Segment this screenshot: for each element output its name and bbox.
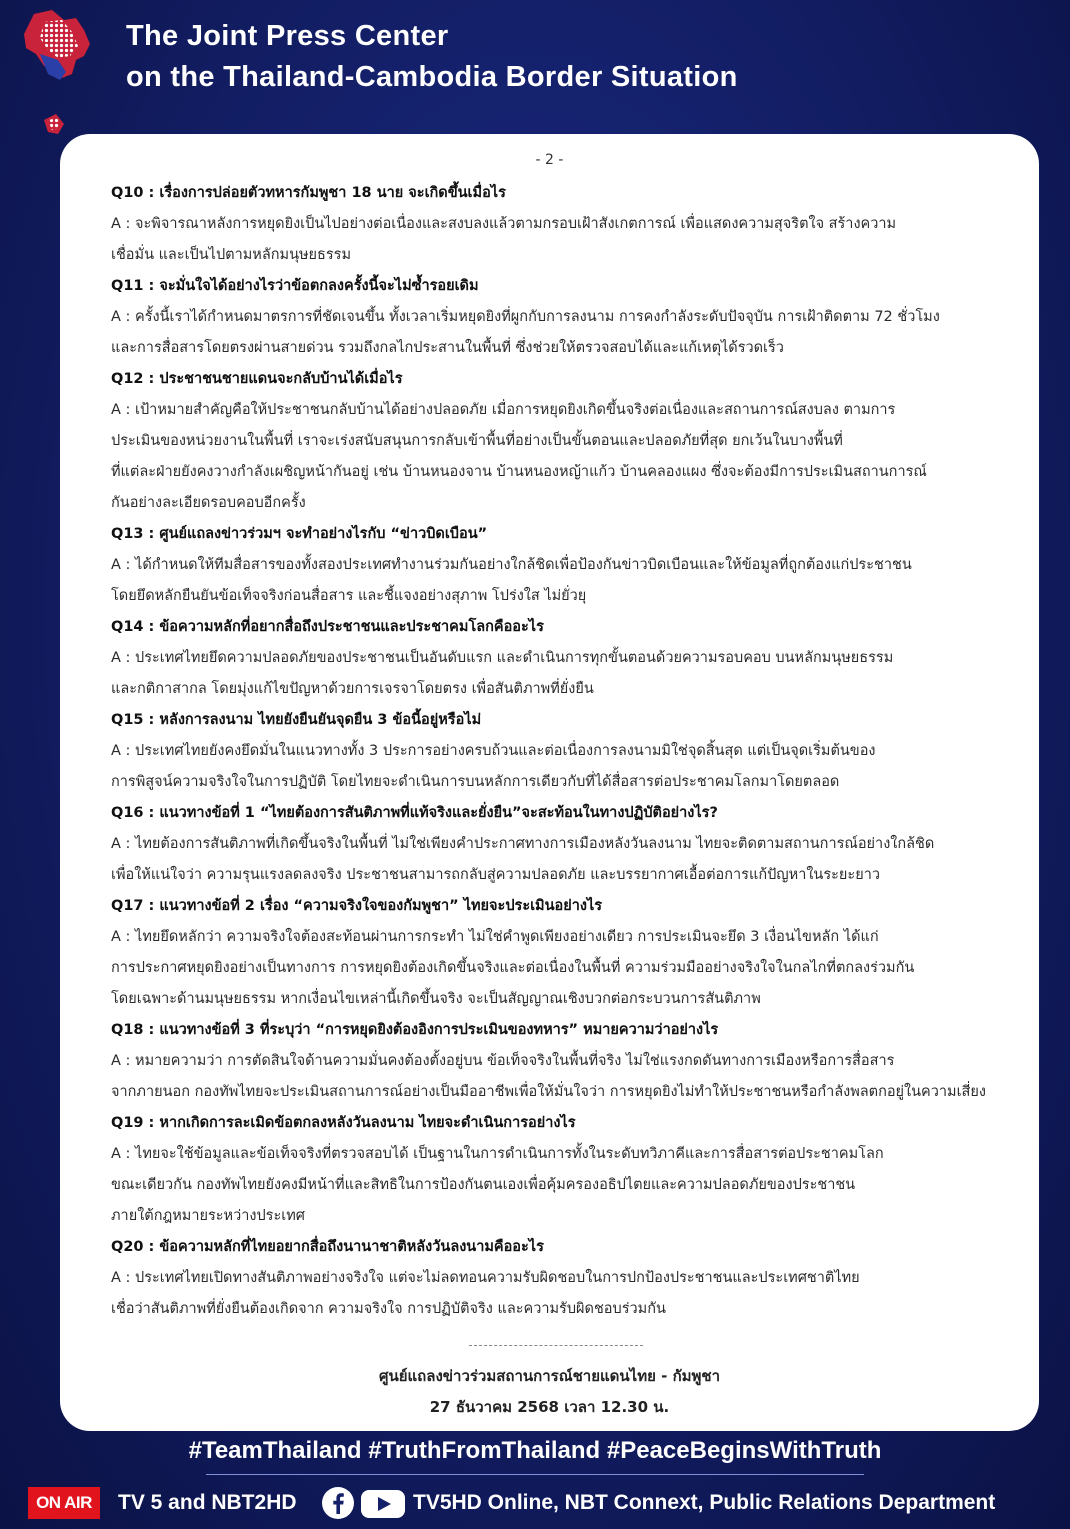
qa-item <box>111 1108 1006 1232</box>
answer <box>111 395 1006 519</box>
answer <box>111 922 1006 1015</box>
on-air-badge: ON AIR <box>28 1487 100 1519</box>
qa-item <box>111 705 1006 798</box>
question: Q20 : ข้อความหลักที่ไทยอยากสื่อถึงนานาชาติหลังวันลงนามคืออะไร <box>111 1239 544 1255</box>
page-number: - 2 - <box>535 152 564 168</box>
youtube-icon <box>361 1490 405 1518</box>
qa-item <box>111 1015 1006 1108</box>
answer <box>111 736 1006 798</box>
answer-line: ขณะเดียวกัน กองทัพไทยยังคงมีหน้าที่และสิทธิในการป้องกันตนเองเพื่อคุ้มครองอธิปไตยและความปลอดภัยของประชาชน <box>111 1177 856 1193</box>
question: Q12 : ประชาชนชายแดนจะกลับบ้านได้เมื่อไร <box>111 371 403 387</box>
qa-item <box>111 1232 1006 1325</box>
facebook-icon <box>321 1486 355 1520</box>
answer <box>111 829 1006 891</box>
answer-line: A : ไทยต้องการสันติภาพที่เกิดขึ้นจริงในพื้นที่ ไม่ใช่เพียงคำประกาศทางการเมืองหลังวันลงนาม ไทยจะติดตามสถานการณ์อย่างใกล้ชิด <box>111 836 935 852</box>
question: Q15 : หลังการลงนาม ไทยยังยืนยันจุดยืน 3 ข้อนี้อยู่หรือไม่ <box>111 712 482 728</box>
signature-divider <box>469 1345 643 1346</box>
answer-line: A : ครั้งนี้เราได้กำหนดมาตรการที่ชัดเจนขึ้น ทั้งเวลาเริ่มหยุดยิงที่ผูกกับการลงนาม การคงกำลังระดับปัจจุบัน การเฝ้าติดตาม 72 ชั่วโมง <box>111 309 940 325</box>
answer <box>111 550 1006 612</box>
answer-line: การประกาศหยุดยิงอย่างเป็นทางการ การหยุดยิงต้องเกิดขึ้นจริงและต่อเนื่องในพื้นที่ ความร่วมมืออย่างจริงใจในกลไกที่ตกลงร่วมกัน <box>111 960 915 976</box>
tv-channels: TV 5 and NBT2HD <box>118 1491 297 1514</box>
question: Q10 : เรื่องการปล่อยตัวทหารกัมพูชา 18 นาย จะเกิดขึ้นเมื่อไร <box>111 185 506 201</box>
answer-line: A : ไทยยึดหลักว่า ความจริงใจต้องสะท้อนผ่านการกระทำ ไม่ใช่คำพูดเพียงอย่างเดียว การประเมินจะยึด 3 เงื่อนไขหลัก ได้แก่ <box>111 929 879 945</box>
answer-line: A : ประเทศไทยยึดความปลอดภัยของประชาชนเป็นอันดับแรก และดำเนินการทุกขั้นตอนด้วยความรอบคอบ บนหลักมนุษยธรรม <box>111 650 894 666</box>
answer-line: จากภายนอก กองทัพไทยจะประเมินสถานการณ์อย่างเป็นมืออาชีพเพื่อให้มั่นใจว่า การหยุดยิงไม่ทำให้ประชาชนหรือกำลังพลตกอยู่ในความเสี่ยง <box>111 1084 986 1100</box>
qa-item <box>111 364 1006 519</box>
answer <box>111 1263 1006 1325</box>
qa-item <box>111 271 1006 364</box>
answer-line: A : จะพิจารณาหลังการหยุดยิงเป็นไปอย่างต่อเนื่องและสงบลงแล้วตามกรอบเฝ้าสังเกตการณ์ เพื่อแสดงความสุจริตใจ สร้างความ <box>111 216 897 232</box>
qa-item <box>111 891 1006 1015</box>
qa-item <box>111 612 1006 705</box>
answer-line: A : ได้กำหนดให้ทีมสื่อสารของทั้งสองประเทศทำงานร่วมกันอย่างใกล้ชิดเพื่อป้องกันข่าวบิดเบือนและให้ข้อมูลที่ถูกต้องแก่ประชาชน <box>111 557 912 573</box>
answer-line: การพิสูจน์ความจริงใจในการปฏิบัติ โดยไทยจะดำเนินการบนหลักการเดียวกับที่ได้สื่อสารต่อประชาคมโลกมาโดยตลอด <box>111 774 840 790</box>
answer-line: เพื่อให้แน่ใจว่า ความรุนแรงลดลงจริง ประชาชนสามารถกลับสู่ความปลอดภัย และบรรยากาศเอื้อต่อการแก้ปัญหาในระยะยาว <box>111 867 880 883</box>
signature-date: 27 ธันวาคม 2568 เวลา 12.30 น. <box>429 1398 670 1416</box>
answer-line: ที่แต่ละฝ่ายยังคงวางกำลังเผชิญหน้ากันอยู่ เช่น บ้านหนองจาน บ้านหนองหญ้าแก้ว บ้านคลองแผง ซึ่งจะต้องมีการประเมินสถานการณ์ <box>111 464 927 480</box>
answer <box>111 1046 1006 1108</box>
answer <box>111 302 1006 364</box>
question: Q19 : หากเกิดการละเมิดข้อตกลงหลังวันลงนาม ไทยจะดำเนินการอย่างไร <box>111 1115 576 1131</box>
question: Q16 : แนวทางข้อที่ 1 “ไทยต้องการสันติภาพที่แท้จริงและยั่งยืน”จะสะท้อนในทางปฏิบัติอย่างไร? <box>111 805 718 821</box>
answer <box>111 209 1006 271</box>
document-card <box>60 134 1039 1431</box>
answer-line: A : หมายความว่า การตัดสินใจด้านความมั่นคงต้องตั้งอยู่บน ข้อเท็จจริงในพื้นที่จริง ไม่ใช่แรงกดดันทางการเมืองหรือการสื่อสาร <box>111 1053 895 1069</box>
answer-line: ภายใต้กฎหมายระหว่างประเทศ <box>111 1208 305 1224</box>
question: Q14 : ข้อความหลักที่อยากสื่อถึงประชาชนและประชาคมโลกคืออะไร <box>111 619 544 635</box>
answer-line: และกติกาสากล โดยมุ่งแก้ไขปัญหาด้วยการเจรจาโดยตรง เพื่อสันติภาพที่ยั่งยืน <box>111 681 594 697</box>
answer <box>111 643 1006 705</box>
hashtags: #TeamThailand #TruthFromThailand #PeaceBeginsWithTruth <box>188 1437 882 1464</box>
answer-line: เชื่อมั่น และเป็นไปตามหลักมนุษยธรรม <box>111 247 352 263</box>
qa-item <box>111 519 1006 612</box>
online-platforms: TV5HD Online, NBT Connext, Public Relations Department <box>413 1491 996 1514</box>
answer <box>111 1139 1006 1232</box>
answer-line: A : ประเทศไทยเปิดทางสันติภาพอย่างจริงใจ แต่จะไม่ลดทอนความรับผิดชอบในการปกป้องประชาชนและประเทศชาติไทย <box>111 1270 860 1286</box>
header-title-line2: on the Thailand-Cambodia Border Situation <box>126 61 738 93</box>
signature-org: ศูนย์แถลงข่าวร่วมสถานการณ์ชายแดนไทย - กัมพูชา <box>378 1367 721 1385</box>
footer-divider <box>206 1474 864 1475</box>
header-title-line1: The Joint Press Center <box>126 20 449 52</box>
answer-line: A : ไทยจะใช้ข้อมูลและข้อเท็จจริงที่ตรวจสอบได้ เป็นฐานในการดำเนินการทั้งในระดับทวิภาคีและการสื่อสารต่อประชาคมโลก <box>111 1146 884 1162</box>
qa-item <box>111 178 1006 271</box>
answer-line: โดยยึดหลักยืนยันข้อเท็จจริงก่อนสื่อสาร และชี้แจงอย่างสุภาพ โปร่งใส ไม่ยั่วยุ <box>111 588 587 604</box>
answer-line: กันอย่างละเอียดรอบคอบอีกครั้ง <box>111 495 306 511</box>
answer-line: โดยเฉพาะด้านมนุษยธรรม หากเงื่อนไขเหล่านี้เกิดขึ้นจริง จะเป็นสัญญาณเชิงบวกต่อกระบวนการสันติภาพ <box>111 991 761 1007</box>
answer-line: ประเมินของหน่วยงานในพื้นที่ เราจะเร่งสนับสนุนการกลับเข้าพื้นที่อย่างเป็นขั้นตอนและปลอดภัยที่สุด ยกเว้นในบางพื้นที่ <box>111 433 843 449</box>
header-title <box>126 16 738 98</box>
qa-list <box>111 178 1006 1325</box>
question: Q11 : จะมั่นใจได้อย่างไรว่าข้อตกลงครั้งนี้จะไม่ซ้ำรอยเดิม <box>111 278 479 294</box>
answer-line: และการสื่อสารโดยตรงผ่านสายด่วน รวมถึงกลไกประสานในพื้นที่ ซึ่งช่วยให้ตรวจสอบได้และแก้เหตุได้รวดเร็ว <box>111 340 784 356</box>
thailand-map-logo <box>14 8 100 138</box>
answer-line: A : ประเทศไทยยังคงยึดมั่นในแนวทางทั้ง 3 ประการอย่างครบถ้วนและต่อเนื่องการลงนามมิใช่จุดสิ้นสุด แต่เป็นจุดเริ่มต้นของ <box>111 743 876 759</box>
question: Q17 : แนวทางข้อที่ 2 เรื่อง “ความจริงใจของกัมพูชา” ไทยจะประเมินอย่างไร <box>111 898 603 914</box>
qa-item <box>111 798 1006 891</box>
answer-line: A : เป้าหมายสำคัญคือให้ประชาชนกลับบ้านได้อย่างปลอดภัย เมื่อการหยุดยิงเกิดขึ้นจริงต่อเนื่องและสถานการณ์สงบลง ตามการ <box>111 402 896 418</box>
question: Q13 : ศูนย์แถลงข่าวร่วมฯ จะทำอย่างไรกับ “ข่าวบิดเบือน” <box>111 526 488 542</box>
question: Q18 : แนวทางข้อที่ 3 ที่ระบุว่า “การหยุดยิงต้องอิงการประเมินของทหาร” หมายความว่าอย่างไร <box>111 1022 719 1038</box>
answer-line: เชื่อว่าสันติภาพที่ยั่งยืนต้องเกิดจาก ความจริงใจ การปฏิบัติจริง และความรับผิดชอบร่วมกัน <box>111 1301 666 1317</box>
